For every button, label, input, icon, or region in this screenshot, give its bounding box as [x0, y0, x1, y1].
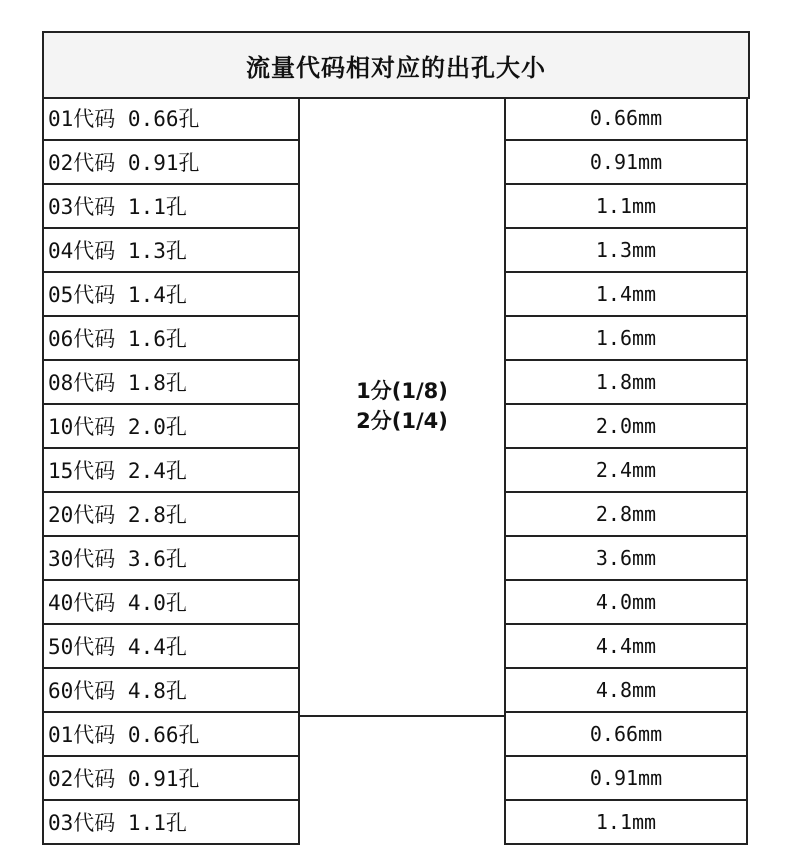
pipe-spec-line-1: 1分(1/8): [356, 379, 448, 403]
hole-size-cell: 0.66mm: [504, 713, 748, 757]
flow-code-cell: 60代码 4.8孔: [42, 669, 300, 713]
flow-code-cell: 03代码 1.1孔: [42, 801, 300, 845]
pipe-spec-cell-group-2: [300, 715, 504, 867]
flow-code-cell: 03代码 1.1孔: [42, 185, 300, 229]
flow-code-cell: 02代码 0.91孔: [42, 757, 300, 801]
hole-size-cell: 4.4mm: [504, 625, 748, 669]
flow-code-table: [42, 31, 748, 861]
flow-code-cell: 40代码 4.0孔: [42, 581, 300, 625]
flow-code-cell: 01代码 0.66孔: [42, 713, 300, 757]
flow-code-cell: 20代码 2.8孔: [42, 493, 300, 537]
hole-size-cell: 2.4mm: [504, 449, 748, 493]
hole-size-cell: 0.66mm: [504, 97, 748, 141]
flow-code-cell: 10代码 2.0孔: [42, 405, 300, 449]
hole-size-cell: 2.8mm: [504, 493, 748, 537]
hole-size-cell: 0.91mm: [504, 757, 748, 801]
flow-code-cell: 06代码 1.6孔: [42, 317, 300, 361]
hole-size-cell: 2.0mm: [504, 405, 748, 449]
hole-size-cell: 4.0mm: [504, 581, 748, 625]
flow-code-cell: 02代码 0.91孔: [42, 141, 300, 185]
flow-code-cell: 50代码 4.4孔: [42, 625, 300, 669]
flow-code-cell: 30代码 3.6孔: [42, 537, 300, 581]
hole-size-cell: 3.6mm: [504, 537, 748, 581]
hole-size-cell: 1.1mm: [504, 185, 748, 229]
pipe-spec-line-2: 2分(1/4): [356, 409, 448, 433]
flow-code-cell: 05代码 1.4孔: [42, 273, 300, 317]
flow-code-cell: 04代码 1.3孔: [42, 229, 300, 273]
hole-size-cell: 1.6mm: [504, 317, 748, 361]
flow-code-cell: 08代码 1.8孔: [42, 361, 300, 405]
hole-size-cell: 1.4mm: [504, 273, 748, 317]
hole-size-cell: 1.8mm: [504, 361, 748, 405]
hole-size-cell: 1.3mm: [504, 229, 748, 273]
flow-code-cell: 15代码 2.4孔: [42, 449, 300, 493]
table-title: 流量代码相对应的出孔大小: [42, 31, 750, 99]
table-body: [42, 97, 748, 867]
flow-code-cell: 01代码 0.66孔: [42, 97, 300, 141]
hole-size-cell: 0.91mm: [504, 141, 748, 185]
hole-size-cell: 4.8mm: [504, 669, 748, 713]
pipe-spec-cell: [300, 97, 504, 715]
hole-size-cell: 1.1mm: [504, 801, 748, 845]
